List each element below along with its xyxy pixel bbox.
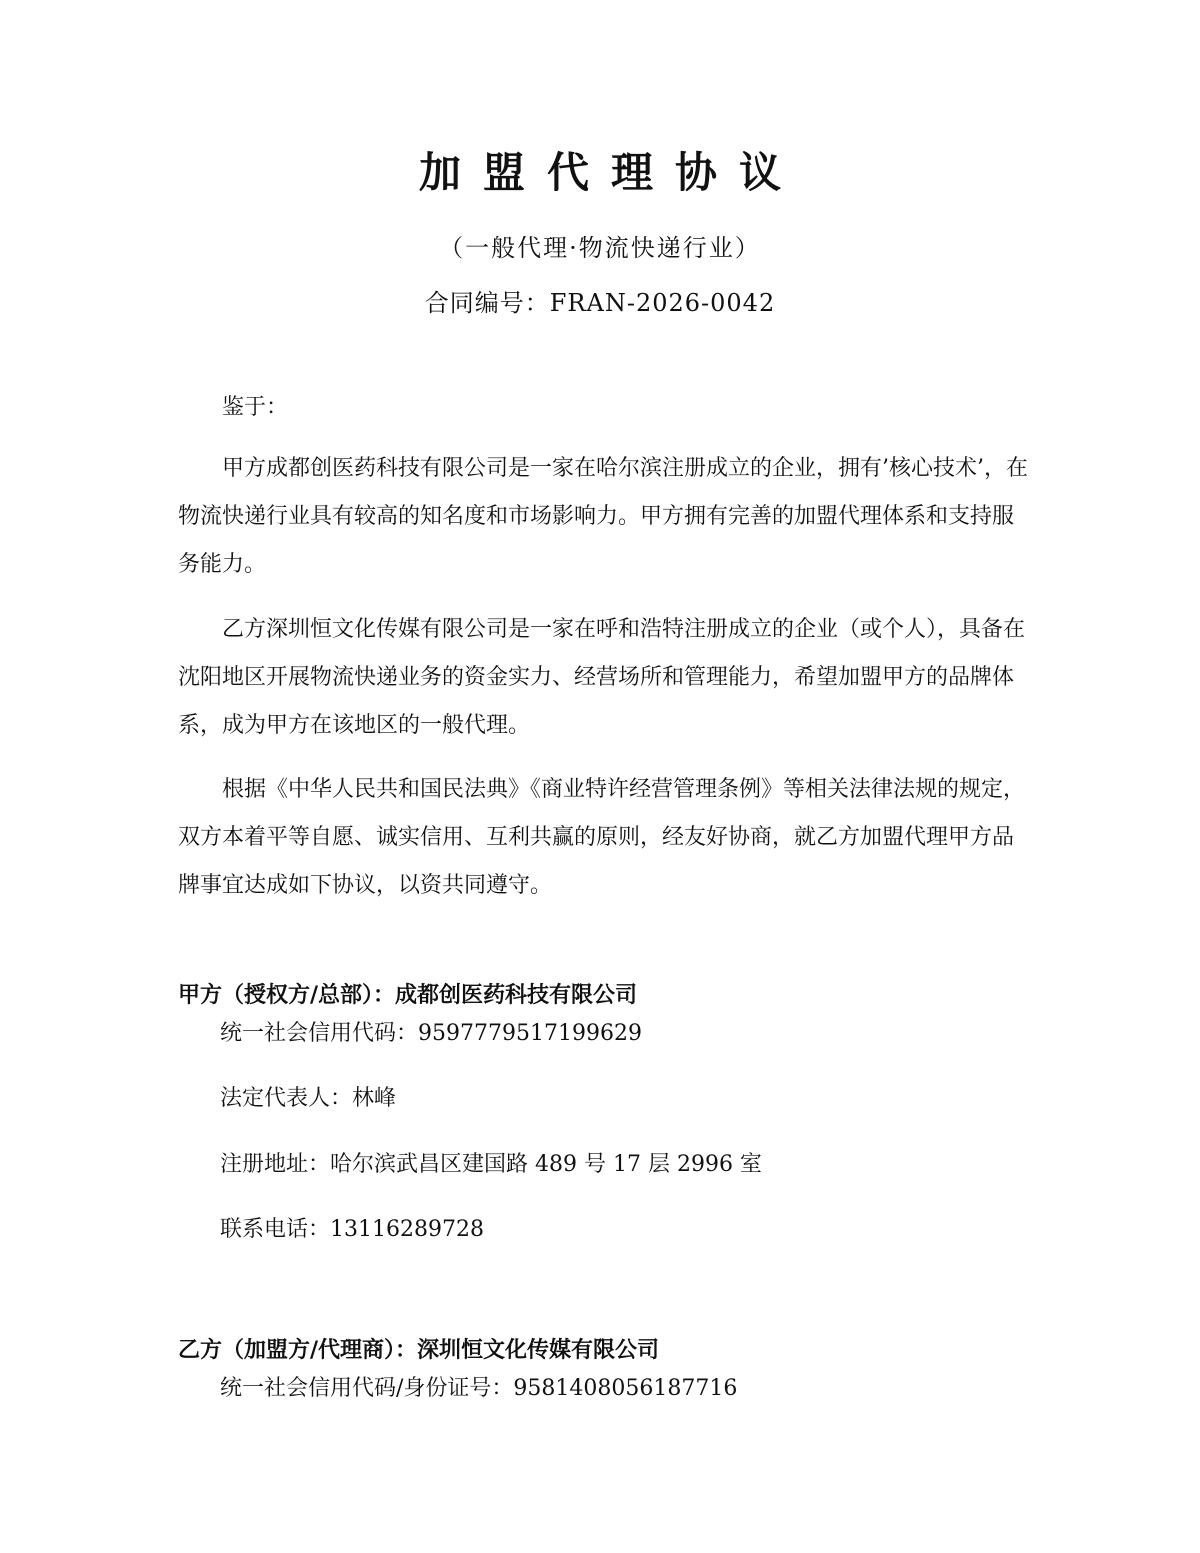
- recital-paragraph-party-b: 乙方深圳恒文化传媒有限公司是一家在呼和浩特注册成立的企业（或个人），具备在沈阳地区开展物流快递业务的资金实力、经营场所和管理能力，希望加盟甲方的品牌体系，成为甲方在该地区的一般代理。: [178, 617, 1026, 738]
- party-a-phone: 联系电话：13116289728: [220, 1217, 484, 1242]
- party-b-credit-code: 统一社会信用代码/身份证号：9581408056187716: [220, 1376, 738, 1401]
- recital-paragraph-legal-basis: 根据《中华人民共和国民法典》《商业特许经营管理条例》等相关法律法规的规定，双方本着平等自愿、诚实信用、互利共赢的原则，经友好协商，就乙方加盟代理甲方品牌事宜达成如下协议，以资共同遵守。: [178, 777, 1026, 898]
- document-subtitle: （一般代理·物流快递行业）: [439, 234, 761, 262]
- contract-number: 合同编号：FRAN-2026-0042: [424, 289, 776, 317]
- party-a-address: 注册地址：哈尔滨武昌区建国路 489 号 17 层 2996 室: [220, 1152, 762, 1177]
- document-title: 加盟代理协议: [418, 148, 803, 197]
- recital-paragraph-party-a: 甲方成都创医药科技有限公司是一家在哈尔滨注册成立的企业，拥有’核心技术’，在物流快递行业具有较高的知名度和市场影响力。甲方拥有完善的加盟代理体系和支持服务能力。: [178, 456, 1028, 577]
- party-a-legal-representative: 法定代表人：林峰: [220, 1086, 397, 1111]
- party-a-credit-code: 统一社会信用代码：9597779517199629: [220, 1021, 642, 1046]
- party-b-heading: 乙方（加盟方/代理商）：深圳恒文化传媒有限公司: [178, 1338, 660, 1363]
- recitals-intro: 鉴于：: [222, 395, 289, 420]
- party-a-heading: 甲方（授权方/总部）：成都创医药科技有限公司: [178, 983, 638, 1008]
